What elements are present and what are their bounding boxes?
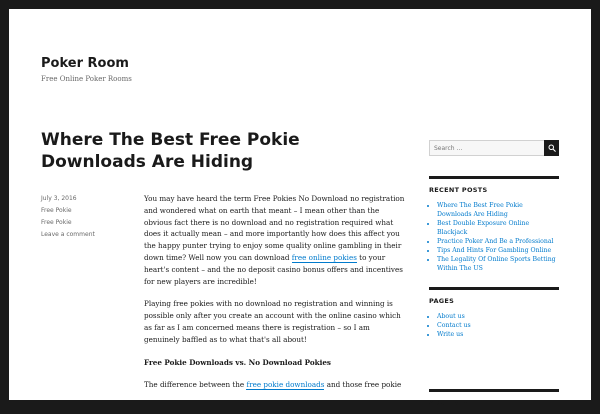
search-input[interactable] [429,140,544,156]
paragraph-2: Playing free pokies with no download no registration and winning is possible only after you create an account with the online casino which as far as I am concerned means there is registration – so I am genuinely baffled as to what that's all about! [144,299,401,344]
page-item [437,312,559,321]
paragraph-3-text-b: and those free pokie [324,380,402,390]
leave-comment-link[interactable]: Leave a comment [41,231,95,238]
paragraph-3 [144,379,406,391]
recent-post-item [437,219,559,237]
paragraph-1 [144,193,406,287]
pages-title: PAGES [429,297,455,305]
free-pokie-downloads-link[interactable]: free pokie downloads [246,380,325,390]
recent-post-item [437,201,559,219]
search-form [429,140,559,156]
paragraph-1-text-a: You may have heard the term Free Pokies No Download no registration and wondered what on earth that meant – I mean other than the obvious fact there is no download and no registration required what does it actually mean – and more importantly how does this affect you the happy punter trying to enjoy some quality online gambling in their down time? Well now you can download [144,194,405,262]
site-tagline: Free Online Poker Rooms [41,75,132,83]
post-tag-link[interactable]: Free Pokie [41,219,72,226]
pages-widget [429,287,559,339]
recent-post-link[interactable]: The Legality Of Online Sports Betting Within The US [437,256,556,272]
page-link-contact[interactable]: Contact us [437,322,471,329]
search-icon [548,144,556,152]
recent-post-link[interactable]: Best Double Exposure Online Blackjack [437,220,530,236]
post-category-link[interactable]: Free Pokie [41,207,72,214]
post-meta [41,193,131,241]
site-title[interactable]: Poker Room [41,56,129,71]
recent-post-link[interactable]: Practice Poker And Be a Professional [437,238,554,245]
archives-title: ARCHIVES [429,399,469,407]
recent-post-item [437,255,559,273]
recent-posts-widget [429,176,559,273]
page-link-about[interactable]: About us [437,313,465,320]
free-online-pokies-link[interactable]: free online pokies [291,252,357,262]
page [9,9,591,407]
recent-posts-title: RECENT POSTS [429,186,488,194]
post-title[interactable]: Where The Best Free Pokie Downloads Are Hiding [41,130,300,172]
page-item [437,330,559,339]
content-subheading: Free Pokie Downloads vs. No Download Pokies [144,357,331,367]
recent-post-link[interactable]: Where The Best Free Pokie Downloads Are Hiding [437,202,523,218]
sidebar [429,140,559,339]
paragraph-3-text-a: The difference between the [144,380,247,390]
paragraph-1-text-b: to your heart's content – and the no deposit casino bonus offers and incentives for new players are incredible! [144,252,403,286]
page-link-write[interactable]: Write us [437,331,464,338]
archives-widget [429,389,559,414]
post-content [144,193,406,402]
post-date-link[interactable]: July 3, 2016 [41,195,77,202]
recent-posts-list [429,201,559,273]
pages-list [429,312,559,339]
recent-post-item [437,237,559,246]
search-button[interactable] [544,140,559,156]
recent-post-item [437,246,559,255]
recent-post-link[interactable]: Tips And Hints For Gambling Online [437,247,552,254]
page-item [437,321,559,330]
